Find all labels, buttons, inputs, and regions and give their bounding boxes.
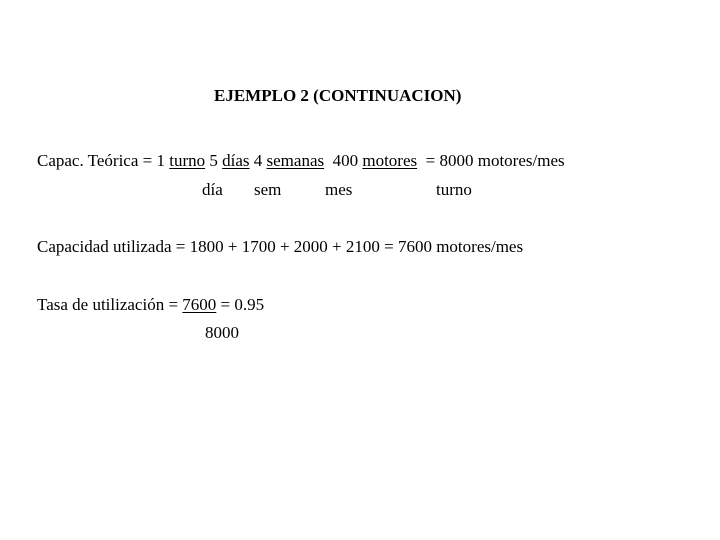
theoretical-capacity-result: = 8000 motores/mes bbox=[425, 151, 565, 170]
theoretical-capacity-prefix: Capac. Teórica = 1 bbox=[37, 151, 165, 170]
denominator-dia: día bbox=[202, 180, 223, 199]
theoretical-capacity-line bbox=[37, 151, 565, 171]
numerator-semanas: semanas bbox=[266, 151, 325, 170]
utilization-denominator: 8000 bbox=[205, 323, 239, 342]
used-capacity-line: Capacidad utilizada = 1800 + 1700 + 2000 + 2100 = 7600 motores/mes bbox=[37, 237, 524, 256]
utilization-rate-line bbox=[37, 295, 264, 315]
slide-title: EJEMPLO 2 (CONTINUACION) bbox=[214, 86, 462, 105]
factor-4: 4 bbox=[253, 151, 263, 170]
numerator-motores: motores bbox=[362, 151, 418, 170]
factor-5: 5 bbox=[209, 151, 218, 170]
factor-400: 400 bbox=[332, 151, 359, 170]
denominator-mes: mes bbox=[325, 180, 353, 199]
numerator-dias: días bbox=[222, 151, 250, 170]
denominator-sem: sem bbox=[254, 180, 282, 199]
denominator-turno: turno bbox=[436, 180, 472, 199]
utilization-numerator: 7600 bbox=[182, 295, 217, 314]
numerator-turno: turno bbox=[169, 151, 206, 170]
utilization-result: = 0.95 bbox=[220, 295, 265, 314]
utilization-rate-prefix: Tasa de utilización = bbox=[37, 295, 179, 314]
